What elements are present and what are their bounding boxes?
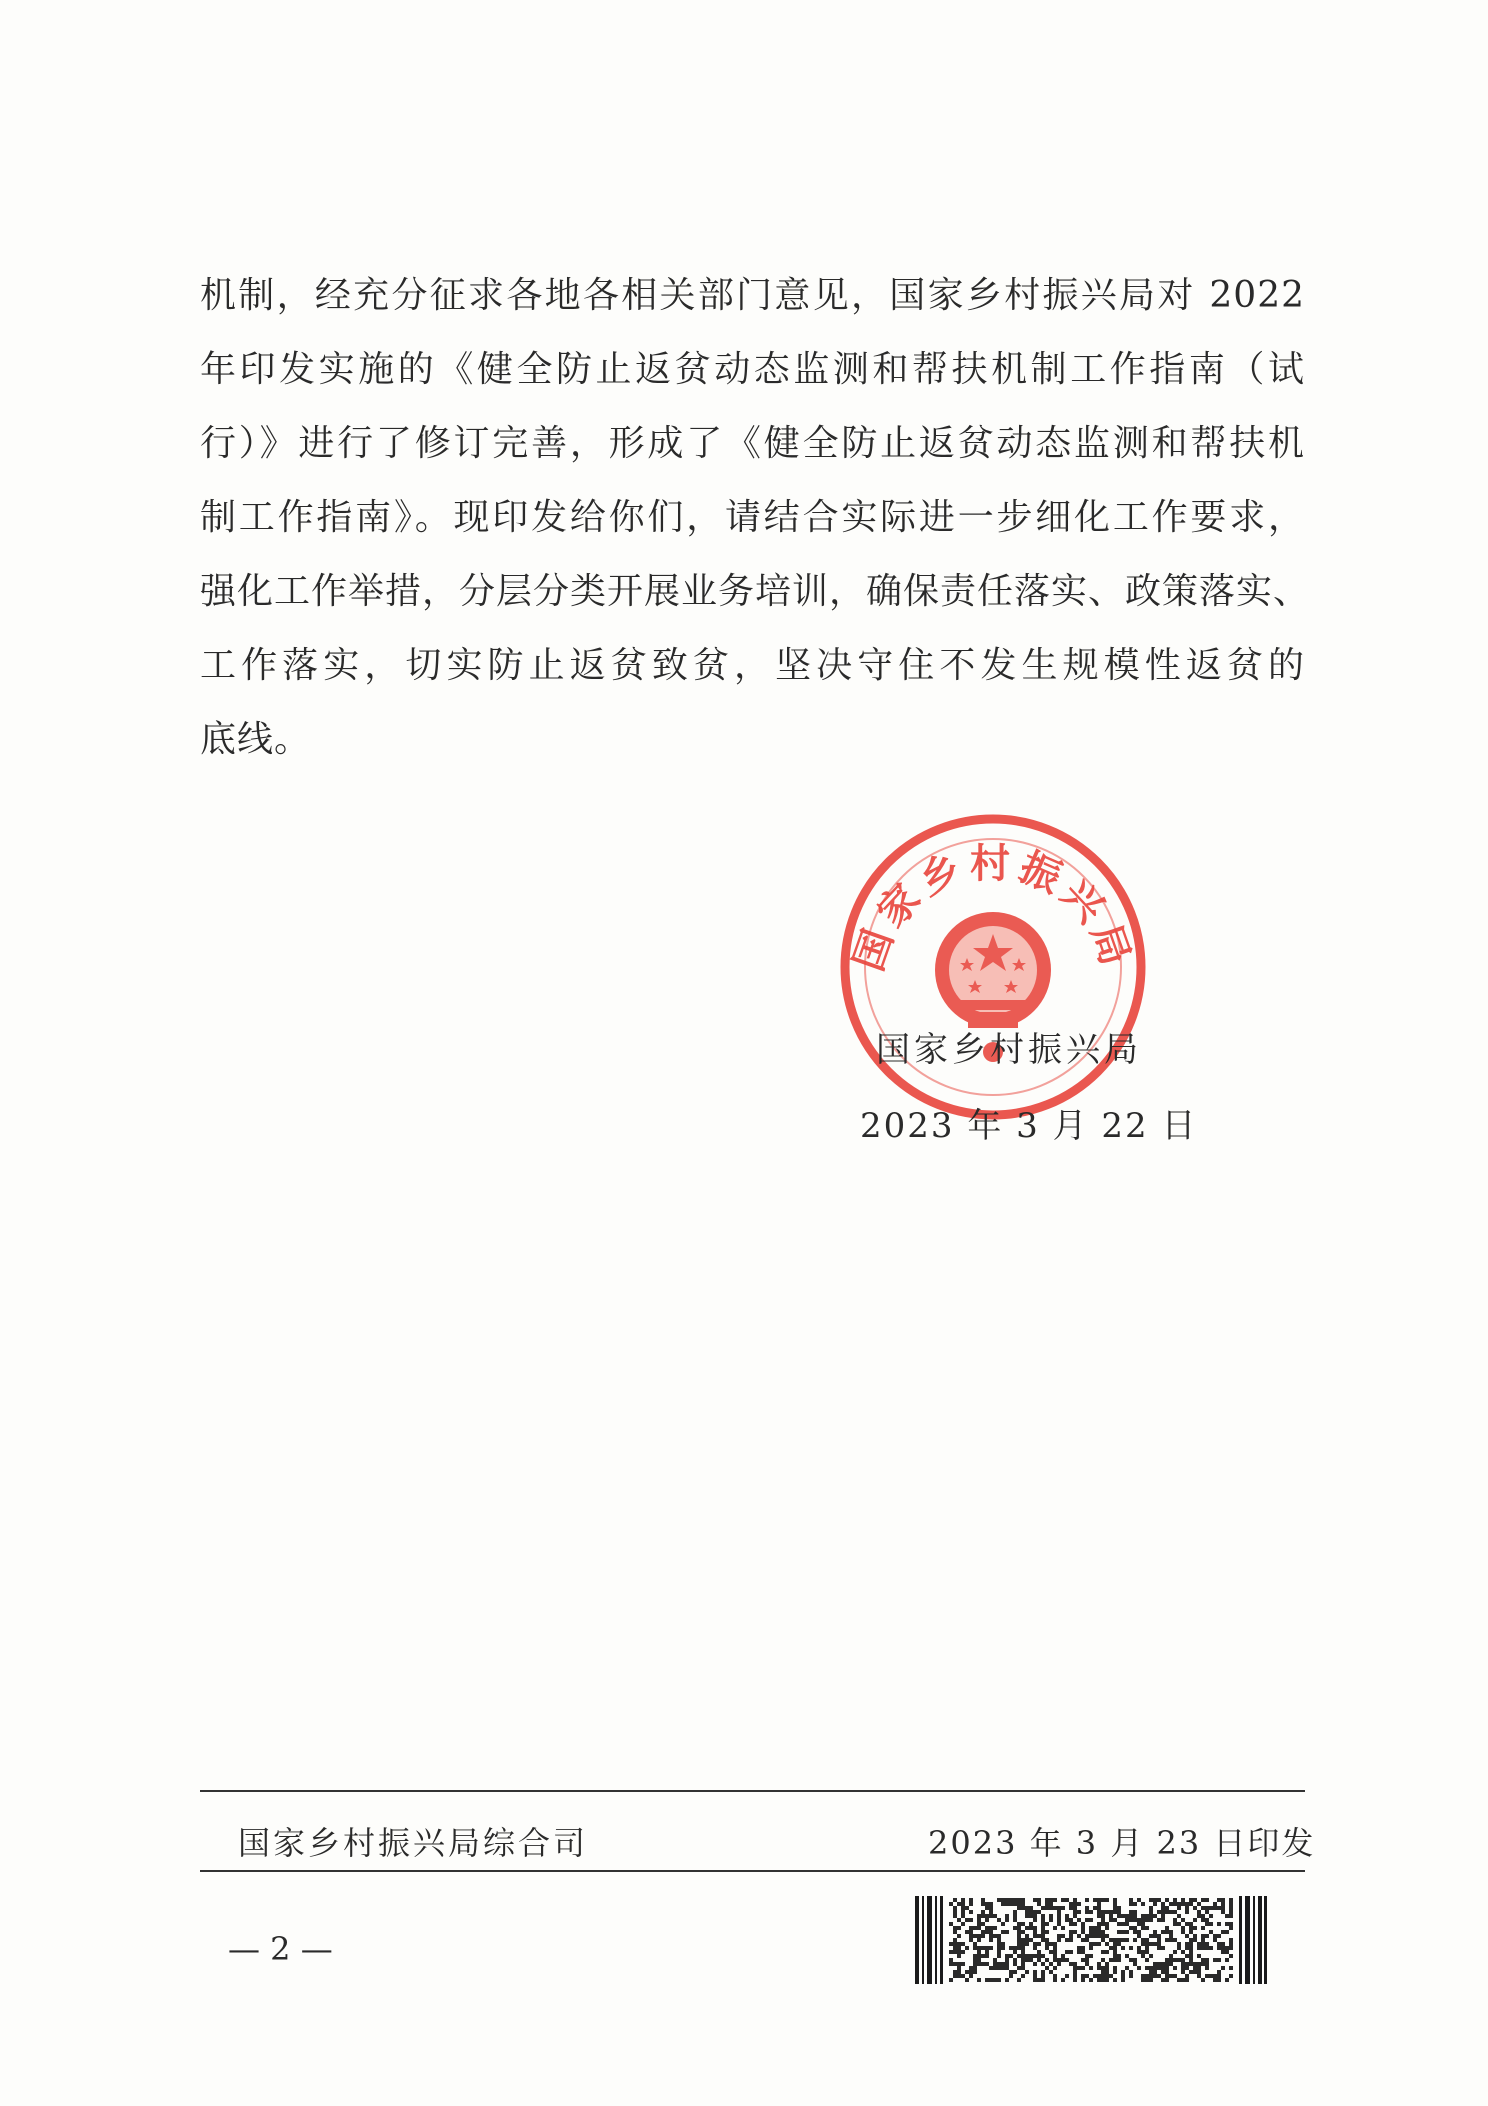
body-line-1: 机制，经充分征求各地各相关部门意见，国家乡村振兴局对 2022	[200, 275, 1305, 316]
page-number: — 2 —	[228, 1930, 333, 1968]
body-line-3: 行）》进行了修订完善，形成了《健全防止返贫动态监测和帮扶机	[200, 423, 1305, 464]
signature-date: 2023 年 3 月 22 日	[860, 1106, 1198, 1146]
official-seal	[838, 812, 1148, 1122]
footer-top-rule	[200, 1790, 1305, 1792]
seal-text: 国家乡村振兴局	[845, 840, 1141, 977]
body-line-6: 工作落实，切实防止返贫致贫，坚决守住不发生规模性返贫的	[200, 645, 1305, 686]
footer-bottom-rule	[200, 1870, 1305, 1872]
signature-org: 国家乡村振兴局	[876, 1030, 1142, 1070]
body-line-4: 制工作指南》。现印发给你们，请结合实际进一步细化工作要求，	[200, 497, 1305, 538]
body-line-7: 底线。	[200, 719, 312, 760]
body-line-2: 年印发实施的《健全防止返贫动态监测和帮扶机制工作指南（试	[200, 349, 1305, 390]
barcode-icon	[915, 1896, 1267, 1984]
footer-issue-date: 2023 年 3 月 23 日印发	[928, 1824, 1316, 1862]
footer-issuer: 国家乡村振兴局综合司	[238, 1824, 589, 1862]
body-line-5: 强化工作举措，分层分类开展业务培训，确保责任落实、政策落实、	[200, 571, 1311, 612]
